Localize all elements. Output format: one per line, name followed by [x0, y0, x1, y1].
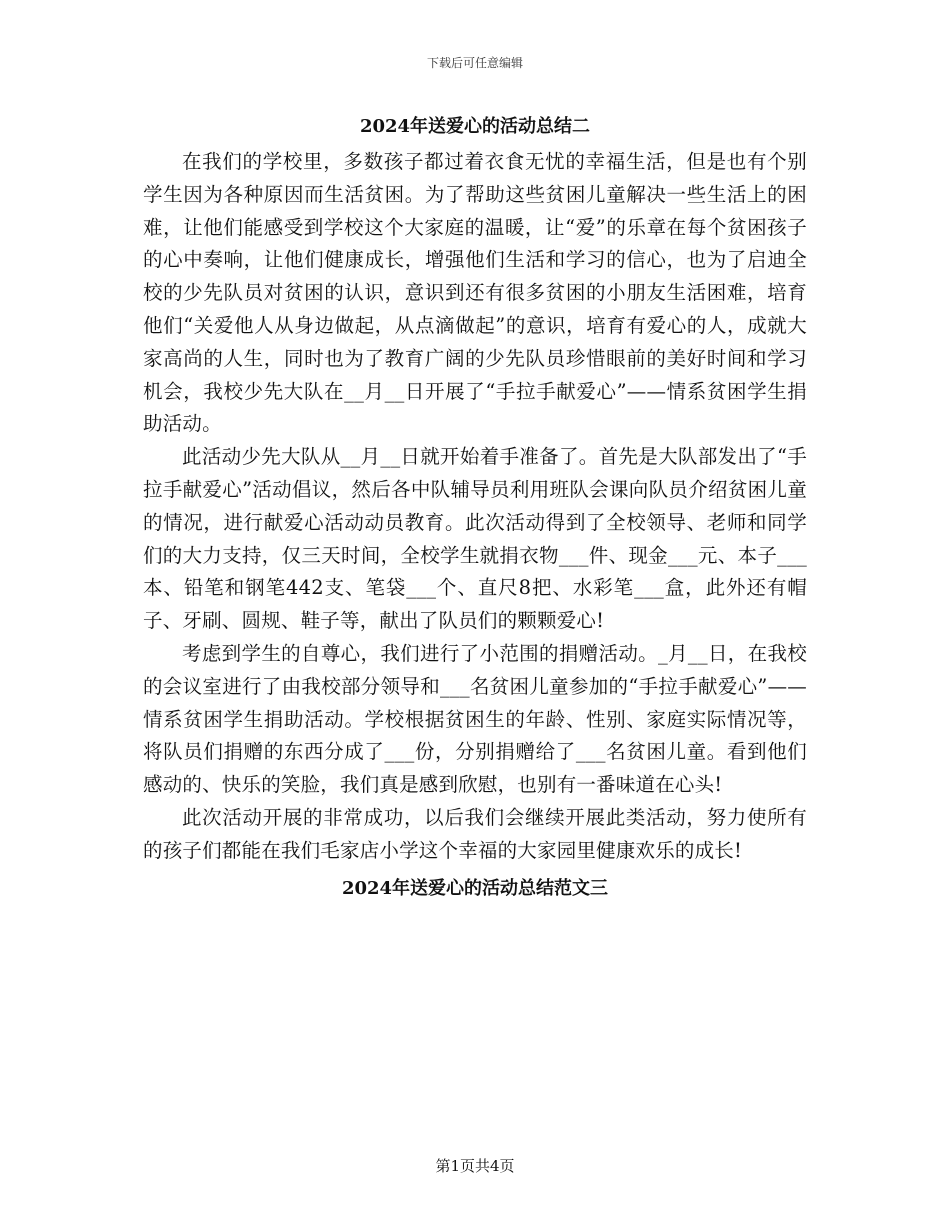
page-number-footer: 第1页共4页 [435, 1157, 515, 1175]
paragraph: 在我们的学校里，多数孩子都过着衣食无忧的幸福生活，但是也有个别学生因为各种原因而生活贫困。为了帮助这些贫困儿童解决一些生活上的困难，让他们能感受到学校这个大家庭的温暖，让“爱”的乐章在每个贫困孩子的心中奏响，让他们健康成长，增强他们生活和学习的信心，也为了启迪全校的少先队员对贫困的认识，意识到还有很多贫困的小朋友生活困难，培育他们“关爱他人从身边做起，从点滴做起”的意识，培育有爱心的人，成就大家高尚的人生，同时也为了教育广阔的少先队员珍惜眼前的美好时间和学习机会，我校少先大队在__月__日开展了“手拉手献爱心”——情系贫困学生捐助活动。 [143, 150, 807, 436]
header-note: 下载后可任意编辑 [426, 56, 523, 70]
paragraph: 考虑到学生的自尊心，我们进行了小范围的捐赠活动。_月__日，在我校的会议室进行了由我校部分领导和___名贫困儿童参加的“手拉手献爱心”——情系贫困学生捐助活动。学校根据贫困生的年龄、性别、家庭实际情况等，将队员们捐赠的东西分成了___份，分别捐赠给了___名贫困儿童。看到他们感动的、快乐的笑脸，我们真是感到欣慰，也别有一番味道在心头! [143, 641, 807, 797]
paragraph: 此活动少先大队从__月__日就开始着手准备了。首先是大队部发出了“手拉手献爱心”活动倡议，然后各中队辅导员利用班队会课向队员介绍贫困儿童的情况，进行献爱心活动动员教育。此次活动得到了全校领导、老师和同学们的大力支持，仅三天时间，全校学生就捐衣物___件、现金___元、本子___本、铅笔和钢笔442支、笔袋___个、直尺8把、水彩笔___盒，此外还有帽子、牙刷、圆规、鞋子等，献出了队员们的颗颗爱心! [143, 445, 807, 633]
section-title: 2024年送爱心的活动总结二 [359, 116, 591, 137]
document-body [143, 112, 807, 908]
paragraph: 此次活动开展的非常成功，以后我们会继续开展此类活动，努力使所有的孩子们都能在我们毛家店小学这个幸福的大家园里健康欢乐的成长! [143, 805, 807, 862]
next-section-title: 2024年送爱心的活动总结范文三 [341, 877, 609, 899]
